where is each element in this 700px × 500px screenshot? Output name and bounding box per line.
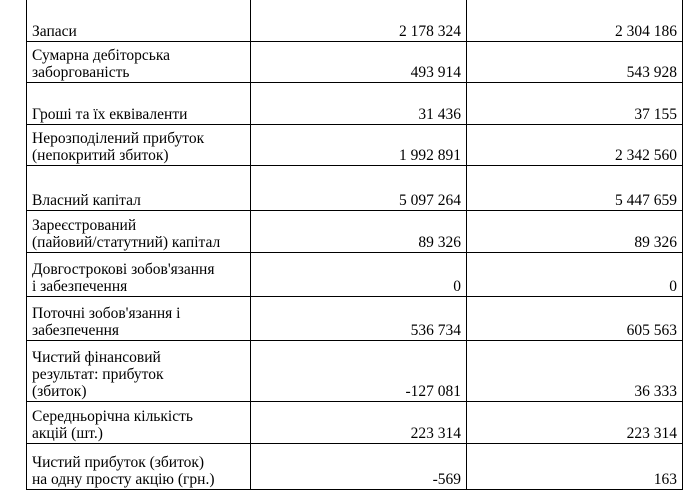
value-col-1: 2 178 324 bbox=[251, 0, 467, 42]
table-row-equity bbox=[27, 166, 683, 211]
value-col-1: 89 326 bbox=[251, 211, 467, 253]
row-label: Поточні зобов'язання і забезпечення bbox=[27, 297, 251, 341]
row-label: Чистий фінансовий результат: прибуток (збиток) bbox=[27, 341, 251, 402]
row-label: Середньорічна кількість акцій (шт.) bbox=[27, 402, 251, 444]
row-label: Гроші та їх еквіваленти bbox=[27, 83, 251, 125]
table-row-earnings-per-share bbox=[27, 444, 683, 490]
value-col-2: 223 314 bbox=[467, 402, 683, 444]
table-row-average-shares bbox=[27, 402, 683, 444]
row-label: Зареєстрований (пайовий/статутний) капітал bbox=[27, 211, 251, 253]
financial-indicators-table bbox=[26, 0, 683, 490]
value-col-2: 543 928 bbox=[467, 42, 683, 83]
table-row-inventories bbox=[27, 0, 683, 42]
value-col-1: 5 097 264 bbox=[251, 166, 467, 211]
value-col-1: 536 734 bbox=[251, 297, 467, 341]
value-col-1: 223 314 bbox=[251, 402, 467, 444]
row-label: Чистий прибуток (збиток) на одну просту акцію (грн.) bbox=[27, 444, 251, 490]
row-label: Запаси bbox=[27, 0, 251, 42]
table-row-registered-capital bbox=[27, 211, 683, 253]
value-col-2: 605 563 bbox=[467, 297, 683, 341]
row-label: Довгострокові зобов'язання і забезпечення bbox=[27, 253, 251, 297]
value-col-1: 1 992 891 bbox=[251, 125, 467, 166]
value-col-2: 5 447 659 bbox=[467, 166, 683, 211]
value-col-2: 163 bbox=[467, 444, 683, 490]
table-row-net-financial-result bbox=[27, 341, 683, 402]
table-row-current-liabilities bbox=[27, 297, 683, 341]
value-col-1: -127 081 bbox=[251, 341, 467, 402]
row-label: Власний капітал bbox=[27, 166, 251, 211]
row-label: Нерозподілений прибуток (непокритий збиток) bbox=[27, 125, 251, 166]
value-col-2: 37 155 bbox=[467, 83, 683, 125]
table-row-retained-earnings bbox=[27, 125, 683, 166]
value-col-2: 0 bbox=[467, 253, 683, 297]
row-label: Сумарна дебіторська заборгованість bbox=[27, 42, 251, 83]
value-col-1: -569 bbox=[251, 444, 467, 490]
value-col-2: 2 304 186 bbox=[467, 0, 683, 42]
value-col-2: 89 326 bbox=[467, 211, 683, 253]
value-col-2: 2 342 560 bbox=[467, 125, 683, 166]
value-col-1: 31 436 bbox=[251, 83, 467, 125]
value-col-1: 0 bbox=[251, 253, 467, 297]
value-col-2: 36 333 bbox=[467, 341, 683, 402]
table-row-cash bbox=[27, 83, 683, 125]
table-row-receivables bbox=[27, 42, 683, 83]
value-col-1: 493 914 bbox=[251, 42, 467, 83]
table-row-long-term-liabilities bbox=[27, 253, 683, 297]
